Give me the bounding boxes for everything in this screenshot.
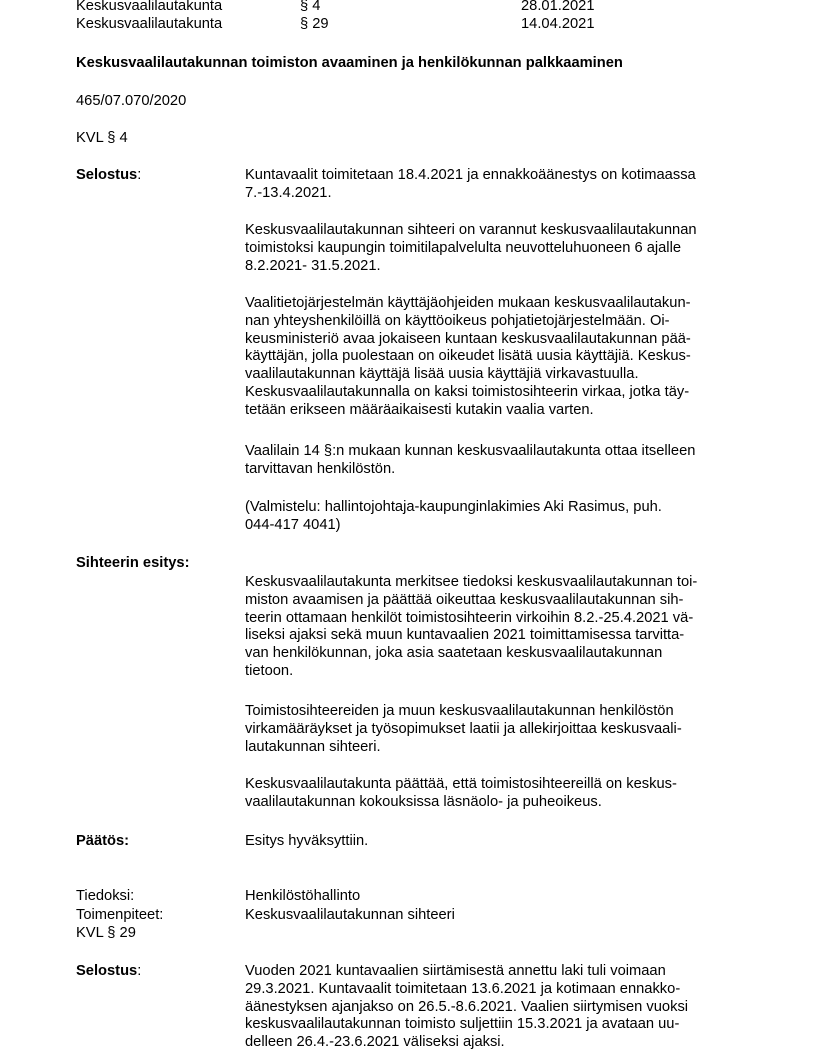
esitys-paragraph (245, 574, 745, 681)
text-line: Kuntavaalit toimitetaan 18.4.2021 ja ennakkoäänestys on kotimaassa (245, 167, 696, 183)
section-reference: KVL § 4 (76, 130, 128, 146)
selostus-paragraph (245, 295, 745, 420)
document-title: Keskusvaalilautakunnan toimiston avaaminen ja henkilökunnan palkkaaminen (76, 55, 623, 71)
header-date: 28.01.2021 (521, 0, 595, 14)
text-line: Henkilöstöhallinto (245, 888, 361, 904)
header-row (76, 0, 776, 16)
text-line: lautakunnan sihteeri. (245, 738, 381, 755)
text-line: Keskusvaalilautakunta merkitsee tiedoksi keskusvaalilautakunnan toi- (245, 574, 698, 590)
selostus-paragraph (245, 443, 745, 479)
text-line: keskusvaalilautakunnan toimisto suljettiin 15.3.2021 ja avataan uu- (245, 1016, 680, 1033)
text-line: Esitys hyväksyttiin. (245, 833, 369, 849)
text-line: vaalilautakunnan käyttäjä lisää uusia käyttäjiä virkavastuulla. (245, 366, 639, 383)
selostus-label-text: Selostus (76, 963, 138, 979)
text-line: delleen 26.4.-23.6.2021 väliseksi ajaksi. (245, 1034, 505, 1051)
text-line: keusministeriö avaa jokaiseen kuntaan keskusvaalilautakunnan pää- (245, 330, 691, 347)
toimenpiteet-value (245, 907, 745, 925)
text-line: tarvittavan henkilöstön. (245, 460, 396, 477)
selostus-paragraph (245, 167, 745, 203)
text-line: (Valmistelu: hallintojohtaja-kaupunginlakimies Aki Rasimus, puh. (245, 499, 662, 515)
header-section: § 29 (300, 16, 329, 32)
text-line: tietoon. (245, 662, 294, 679)
header-body: Keskusvaalilautakunta (76, 16, 223, 32)
tiedoksi-value (245, 888, 745, 906)
text-line: 29.3.2021. Kuntavaalit toimitetaan 13.6.2021 ja kotimaan ennakko- (245, 980, 681, 997)
text-line: virkamääräykset ja työsopimukset laatii ja allekirjoittaa keskusvaali- (245, 720, 682, 737)
text-line: Keskusvaalilautakunnan sihteeri (245, 907, 455, 923)
text-line: Keskusvaalilautakunnan sihteeri on varannut keskusvaalilautakunnan (245, 222, 697, 238)
text-line: van henkilökunnan, joka asia saatetaan keskusvaalilautakunnan (245, 645, 663, 662)
text-line: liseksi ajaksi sekä muun kuntavaalien 2021 toimittamisessa tarvitta- (245, 627, 685, 644)
selostus-label-colon: : (137, 167, 142, 183)
text-line: 8.2.2021- 31.5.2021. (245, 257, 381, 274)
text-line: tetään erikseen määräaikaisesti kutakin vaalia varten. (245, 401, 594, 418)
text-line: Keskusvaalilautakunta päättää, että toimistosihteereillä on keskus- (245, 776, 677, 792)
text-line: Keskusvaalilautakunnalla on kaksi toimistosihteerin virkaa, jotka täy- (245, 383, 690, 400)
selostus-label (76, 167, 141, 185)
text-line: käyttäjän, jolla puolestaan on oikeudet lisätä uusia käyttäjiä. Keskus- (245, 348, 691, 365)
selostus-label (76, 963, 141, 981)
text-line: äänestyksen ajanjakso on 26.5.-8.6.2021. Vaalien siirtymisen vuoksi (245, 998, 689, 1015)
text-line: Vaalitietojärjestelmän käyttäjäohjeiden mukaan keskusvaalilautakun- (245, 295, 691, 311)
diary-number: 465/07.070/2020 (76, 93, 187, 109)
text-line: miston avaamisen ja päättää oikeuttaa keskusvaalilautakunnan sih- (245, 591, 684, 608)
preparer-note (245, 499, 745, 535)
section-reference: KVL § 29 (76, 925, 136, 941)
selostus-paragraph (245, 963, 745, 1052)
esitys-paragraph (245, 776, 745, 812)
text-line: Toimistosihteereiden ja muun keskusvaalilautakunnan henkilöstön (245, 703, 674, 719)
text-line: 7.-13.4.2021. (245, 184, 332, 201)
sihteerin-esitys-label: Sihteerin esitys: (76, 555, 190, 571)
esitys-paragraph (245, 703, 745, 756)
text-line: 044-417 4041) (245, 516, 341, 533)
header-row (76, 16, 776, 34)
header-body: Keskusvaalilautakunta (76, 0, 223, 14)
text-line: vaalilautakunnan kokouksissa läsnäolo- ja puheoikeus. (245, 793, 602, 810)
paatos-text (245, 833, 745, 851)
toimenpiteet-label: Toimenpiteet: (76, 907, 164, 923)
text-line: toimistoksi kaupungin toimitilapalvelulta neuvotteluhuoneen 6 ajalle (245, 239, 682, 256)
text-line: teerin ottamaan henkilöt toimistosihteerin virkoihin 8.2.-25.4.2021 vä- (245, 609, 694, 626)
selostus-label-text: Selostus (76, 167, 138, 183)
selostus-label-colon: : (137, 963, 142, 979)
tiedoksi-label: Tiedoksi: (76, 888, 135, 904)
text-line: Vaalilain 14 §:n mukaan kunnan keskusvaalilautakunta ottaa itselleen (245, 443, 696, 459)
text-line: nan yhteyshenkilöillä on käyttöoikeus pohjatietojärjestelmään. Oi- (245, 312, 670, 329)
header-date: 14.04.2021 (521, 16, 595, 32)
selostus-paragraph (245, 222, 745, 275)
text-line: Vuoden 2021 kuntavaalien siirtämisestä annettu laki tuli voimaan (245, 963, 666, 979)
header-section: § 4 (300, 0, 321, 14)
paatos-label: Päätös: (76, 833, 130, 849)
